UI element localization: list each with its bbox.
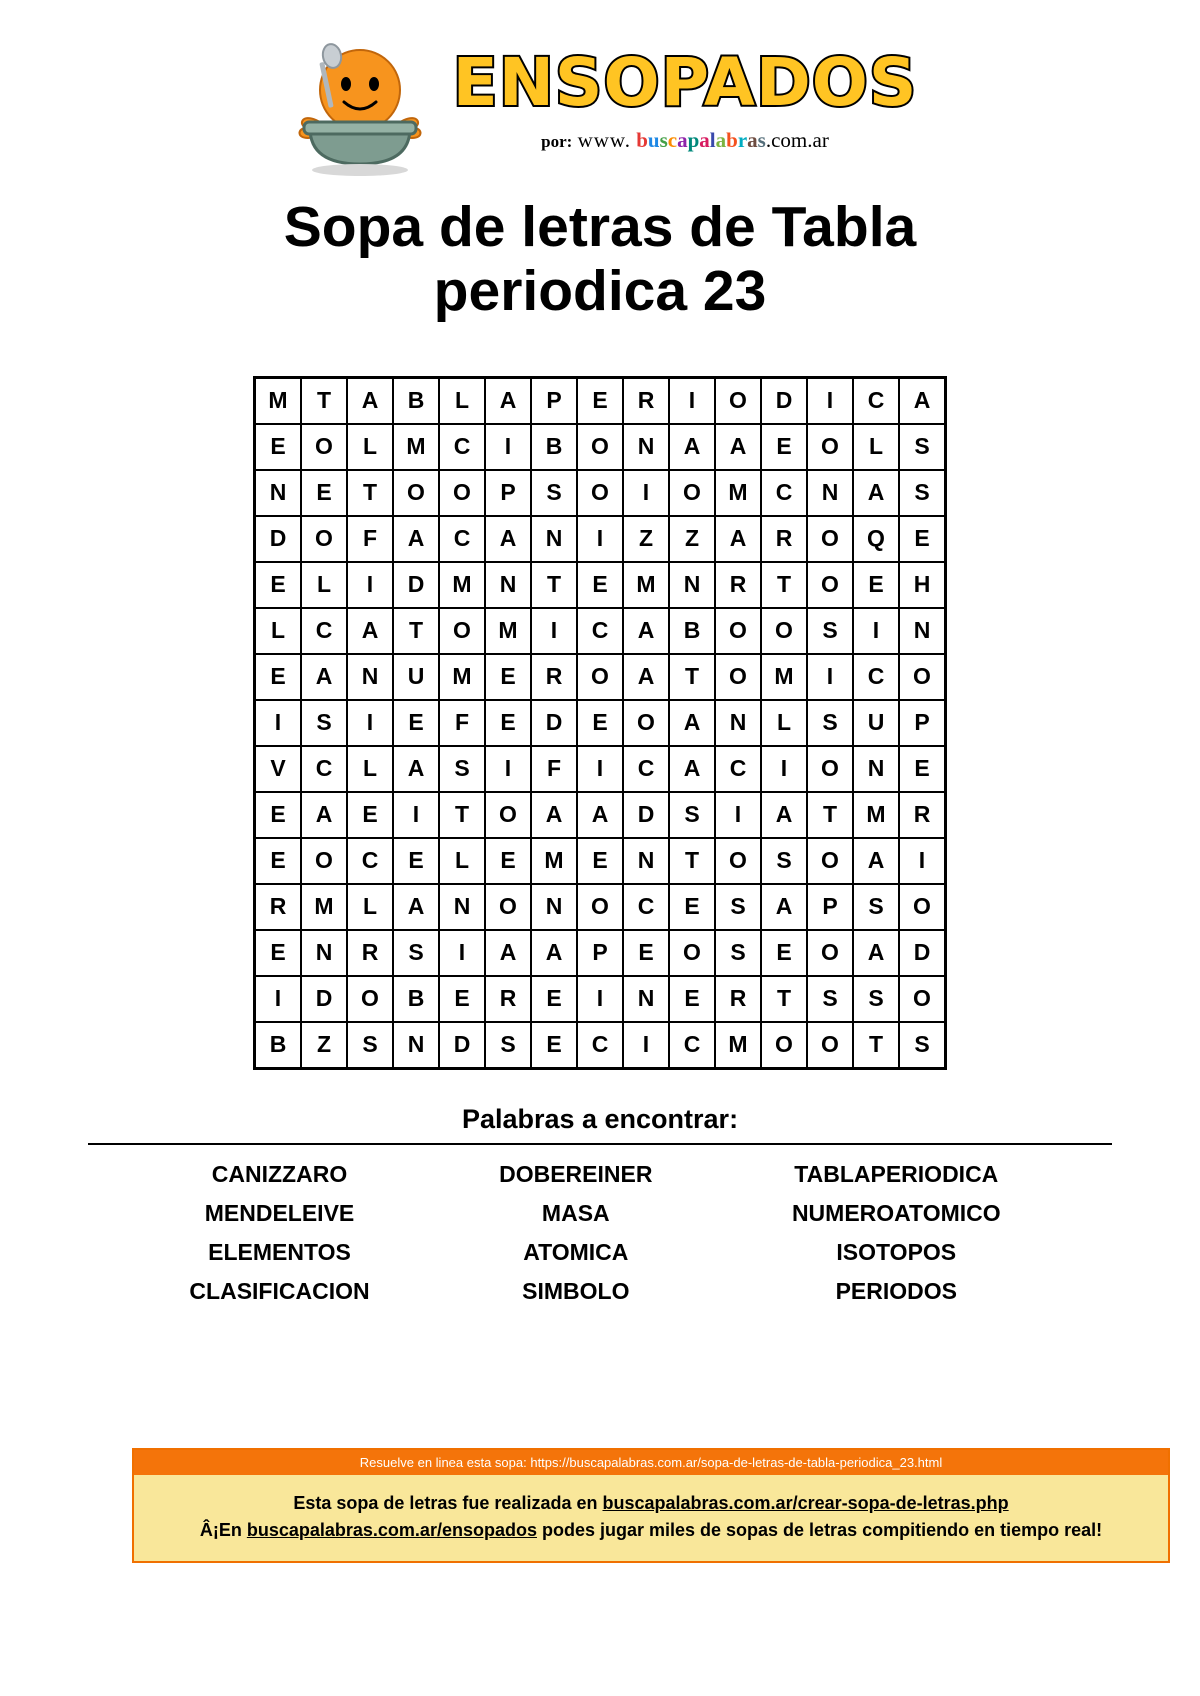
grid-row xyxy=(255,884,946,930)
grid-cell[interactable]: O xyxy=(715,377,761,424)
word-search-grid-container xyxy=(52,376,1148,1070)
grid-cell[interactable]: O xyxy=(439,608,485,654)
grid-cell[interactable]: O xyxy=(577,424,623,470)
grid-cell[interactable]: N xyxy=(531,516,577,562)
word-item: CANIZZARO xyxy=(211,1160,348,1187)
grid-cell[interactable]: B xyxy=(393,377,439,424)
grid-cell[interactable]: M xyxy=(439,562,485,608)
grid-cell[interactable]: E xyxy=(577,377,623,424)
grid-cell[interactable]: A xyxy=(531,792,577,838)
grid-cell[interactable]: L xyxy=(761,700,807,746)
grid-cell[interactable]: O xyxy=(577,884,623,930)
grid-cell[interactable]: D xyxy=(439,1022,485,1069)
grid-cell[interactable]: H xyxy=(899,562,946,608)
grid-cell[interactable]: P xyxy=(577,930,623,976)
words-divider xyxy=(88,1143,1112,1145)
grid-cell[interactable]: P xyxy=(531,377,577,424)
grid-cell[interactable]: S xyxy=(899,470,946,516)
grid-cell[interactable]: Z xyxy=(669,516,715,562)
word-item: DOBEREINER xyxy=(499,1160,653,1187)
grid-cell[interactable]: I xyxy=(393,792,439,838)
grid-cell[interactable]: L xyxy=(853,424,899,470)
footer-line2-suffix: podes jugar miles de sopas de letras compitiendo en tiempo real! xyxy=(536,1520,1103,1540)
grid-cell[interactable]: T xyxy=(853,1022,899,1069)
grid-row xyxy=(255,700,946,746)
grid-cell[interactable]: O xyxy=(485,792,531,838)
grid-cell[interactable]: A xyxy=(623,654,669,700)
word-item: MASA xyxy=(541,1199,610,1226)
grid-cell[interactable]: S xyxy=(485,1022,531,1069)
grid-cell[interactable]: R xyxy=(347,930,393,976)
grid-cell[interactable]: D xyxy=(531,700,577,746)
grid-cell[interactable]: M xyxy=(255,377,302,424)
grid-cell[interactable]: L xyxy=(347,746,393,792)
grid-cell[interactable]: S xyxy=(669,792,715,838)
grid-cell[interactable]: I xyxy=(577,516,623,562)
footer-line1-prefix: Esta sopa de letras fue realizada en xyxy=(293,1493,603,1513)
grid-cell[interactable]: R xyxy=(531,654,577,700)
grid-cell[interactable]: A xyxy=(393,746,439,792)
grid-cell[interactable]: E xyxy=(669,976,715,1022)
footer-link-create[interactable]: buscapalabras.com.ar/crear-sopa-de-letras.php xyxy=(602,1493,1009,1513)
grid-cell[interactable]: E xyxy=(393,700,439,746)
grid-cell[interactable]: S xyxy=(807,700,853,746)
grid-cell[interactable]: O xyxy=(761,1022,807,1069)
grid-cell[interactable]: S xyxy=(853,884,899,930)
grid-cell[interactable]: A xyxy=(347,377,393,424)
grid-cell[interactable]: E xyxy=(485,700,531,746)
grid-cell[interactable]: U xyxy=(393,654,439,700)
grid-cell[interactable]: S xyxy=(531,470,577,516)
footer-line-created xyxy=(144,1493,1158,1514)
words-row xyxy=(120,1272,1080,1311)
grid-cell[interactable]: I xyxy=(761,746,807,792)
grid-cell[interactable]: O xyxy=(807,1022,853,1069)
grid-cell[interactable]: O xyxy=(347,976,393,1022)
grid-cell[interactable]: I xyxy=(807,377,853,424)
grid-cell[interactable]: E xyxy=(899,516,946,562)
grid-cell[interactable]: Z xyxy=(301,1022,347,1069)
grid-cell[interactable]: E xyxy=(761,424,807,470)
words-row xyxy=(120,1194,1080,1233)
grid-row xyxy=(255,562,946,608)
grid-cell[interactable]: P xyxy=(807,884,853,930)
grid-cell[interactable]: O xyxy=(899,654,946,700)
grid-cell[interactable]: E xyxy=(255,930,302,976)
grid-cell[interactable]: I xyxy=(485,424,531,470)
grid-cell[interactable]: R xyxy=(899,792,946,838)
grid-cell[interactable]: I xyxy=(347,700,393,746)
grid-cell[interactable]: O xyxy=(577,654,623,700)
grid-cell[interactable]: D xyxy=(301,976,347,1022)
grid-cell[interactable]: C xyxy=(623,884,669,930)
grid-cell[interactable]: I xyxy=(577,746,623,792)
grid-cell[interactable]: T xyxy=(347,470,393,516)
grid-cell[interactable]: A xyxy=(761,792,807,838)
grid-row xyxy=(255,608,946,654)
word-search-grid xyxy=(253,376,947,1070)
grid-cell[interactable]: A xyxy=(853,930,899,976)
grid-cell[interactable]: D xyxy=(899,930,946,976)
word-item: ISOTOPOS xyxy=(836,1238,957,1265)
grid-cell[interactable]: C xyxy=(853,654,899,700)
octopus-in-pot-logo xyxy=(280,28,440,178)
grid-cell[interactable]: E xyxy=(531,976,577,1022)
grid-cell[interactable]: L xyxy=(301,562,347,608)
grid-cell[interactable]: E xyxy=(577,838,623,884)
grid-cell[interactable]: O xyxy=(807,424,853,470)
grid-cell[interactable]: I xyxy=(347,562,393,608)
grid-cell[interactable]: E xyxy=(347,792,393,838)
grid-cell[interactable]: C xyxy=(439,516,485,562)
grid-cell[interactable]: E xyxy=(301,470,347,516)
grid-row xyxy=(255,424,946,470)
grid-cell[interactable]: A xyxy=(715,424,761,470)
brand-por-label: por: xyxy=(541,132,573,151)
grid-cell[interactable]: I xyxy=(853,608,899,654)
grid-cell[interactable]: A xyxy=(715,516,761,562)
grid-cell[interactable]: U xyxy=(853,700,899,746)
grid-cell[interactable]: C xyxy=(439,424,485,470)
grid-cell[interactable]: M xyxy=(393,424,439,470)
grid-cell[interactable]: N xyxy=(807,470,853,516)
grid-cell[interactable]: P xyxy=(899,700,946,746)
grid-row xyxy=(255,746,946,792)
grid-cell[interactable]: I xyxy=(623,470,669,516)
grid-cell[interactable]: O xyxy=(807,746,853,792)
grid-cell[interactable]: F xyxy=(439,700,485,746)
grid-cell[interactable]: F xyxy=(347,516,393,562)
grid-cell[interactable]: A xyxy=(853,470,899,516)
grid-cell[interactable]: I xyxy=(531,608,577,654)
grid-cell[interactable]: P xyxy=(485,470,531,516)
grid-cell[interactable]: E xyxy=(255,792,302,838)
grid-cell[interactable]: T xyxy=(393,608,439,654)
brand-wordmark: ENSOPADOS xyxy=(452,44,918,121)
grid-cell[interactable]: E xyxy=(485,654,531,700)
grid-cell[interactable]: O xyxy=(301,424,347,470)
grid-cell[interactable]: A xyxy=(485,930,531,976)
document-page xyxy=(52,0,1148,1540)
grid-cell[interactable]: L xyxy=(439,838,485,884)
grid-cell[interactable]: A xyxy=(485,377,531,424)
grid-cell[interactable]: D xyxy=(255,516,302,562)
grid-cell[interactable]: Q xyxy=(853,516,899,562)
grid-cell[interactable]: C xyxy=(715,746,761,792)
grid-cell[interactable]: C xyxy=(761,470,807,516)
grid-cell[interactable]: S xyxy=(439,746,485,792)
grid-cell[interactable]: R xyxy=(485,976,531,1022)
grid-cell[interactable]: A xyxy=(853,838,899,884)
grid-cell[interactable]: I xyxy=(807,654,853,700)
grid-cell[interactable]: E xyxy=(255,424,302,470)
grid-cell[interactable]: A xyxy=(393,884,439,930)
grid-cell[interactable]: T xyxy=(531,562,577,608)
grid-cell[interactable]: O xyxy=(301,516,347,562)
grid-cell[interactable]: A xyxy=(669,746,715,792)
grid-cell[interactable]: E xyxy=(255,838,302,884)
grid-cell[interactable]: C xyxy=(301,746,347,792)
brand-site-colored: buscapalabras xyxy=(636,128,766,152)
grid-cell[interactable]: M xyxy=(715,470,761,516)
grid-cell[interactable]: O xyxy=(669,470,715,516)
grid-cell[interactable]: D xyxy=(393,562,439,608)
grid-cell[interactable]: S xyxy=(715,930,761,976)
grid-cell[interactable]: M xyxy=(853,792,899,838)
grid-cell[interactable]: F xyxy=(531,746,577,792)
grid-cell[interactable]: L xyxy=(347,884,393,930)
grid-cell[interactable]: I xyxy=(255,700,302,746)
grid-cell[interactable]: B xyxy=(669,608,715,654)
grid-cell[interactable]: O xyxy=(807,562,853,608)
grid-cell[interactable]: M xyxy=(715,1022,761,1069)
grid-cell[interactable]: I xyxy=(669,377,715,424)
grid-cell[interactable]: S xyxy=(347,1022,393,1069)
brand-block xyxy=(450,28,920,153)
grid-row xyxy=(255,1022,946,1069)
words-row xyxy=(120,1233,1080,1272)
grid-cell[interactable]: A xyxy=(301,654,347,700)
grid-cell[interactable]: I xyxy=(255,976,302,1022)
grid-cell[interactable]: R xyxy=(715,562,761,608)
grid-cell[interactable]: A xyxy=(577,792,623,838)
page-title: Sopa de letras de Tabla periodica 23 xyxy=(283,195,917,323)
grid-cell[interactable]: O xyxy=(669,930,715,976)
grid-cell[interactable]: R xyxy=(761,516,807,562)
grid-cell[interactable]: N xyxy=(439,884,485,930)
grid-cell[interactable]: S xyxy=(807,976,853,1022)
grid-cell[interactable]: A xyxy=(623,608,669,654)
grid-cell[interactable]: E xyxy=(531,1022,577,1069)
grid-cell[interactable]: A xyxy=(669,424,715,470)
grid-cell[interactable]: B xyxy=(393,976,439,1022)
footer xyxy=(132,1448,1170,1563)
grid-cell[interactable]: O xyxy=(577,470,623,516)
grid-cell[interactable]: S xyxy=(853,976,899,1022)
grid-cell[interactable]: C xyxy=(301,608,347,654)
grid-cell[interactable]: A xyxy=(899,377,946,424)
grid-cell[interactable]: M xyxy=(485,608,531,654)
grid-cell[interactable]: O xyxy=(807,838,853,884)
word-item: CLASIFICACION xyxy=(189,1277,370,1304)
grid-cell[interactable]: O xyxy=(899,976,946,1022)
grid-cell[interactable]: R xyxy=(715,976,761,1022)
grid-cell[interactable]: B xyxy=(255,1022,302,1069)
footer-url-bar[interactable]: Resuelve en linea esta sopa: https://buscapalabras.com.ar/sopa-de-letras-de-tabla-periodica_23.html xyxy=(134,1450,1168,1475)
grid-cell[interactable]: E xyxy=(439,976,485,1022)
grid-cell[interactable]: N xyxy=(623,424,669,470)
word-item: ELEMENTOS xyxy=(208,1238,351,1265)
footer-line-play xyxy=(144,1520,1158,1541)
word-item: PERIODOS xyxy=(835,1277,957,1304)
grid-cell[interactable]: E xyxy=(577,562,623,608)
grid-cell[interactable]: O xyxy=(807,930,853,976)
grid-cell[interactable]: O xyxy=(715,654,761,700)
grid-cell[interactable]: N xyxy=(301,930,347,976)
grid-cell[interactable]: N xyxy=(347,654,393,700)
grid-cell[interactable]: Z xyxy=(623,516,669,562)
grid-cell[interactable]: M xyxy=(623,562,669,608)
grid-cell[interactable]: L xyxy=(439,377,485,424)
grid-cell[interactable]: A xyxy=(761,884,807,930)
grid-cell[interactable]: N xyxy=(623,838,669,884)
word-item: MENDELEIVE xyxy=(204,1199,355,1226)
grid-cell[interactable]: S xyxy=(715,884,761,930)
brand-subtitle xyxy=(450,128,920,153)
grid-cell[interactable]: N xyxy=(669,562,715,608)
word-item: NUMEROATOMICO xyxy=(791,1199,1001,1226)
grid-cell[interactable]: D xyxy=(761,377,807,424)
grid-cell[interactable]: A xyxy=(393,516,439,562)
grid-cell[interactable]: D xyxy=(623,792,669,838)
grid-cell[interactable]: N xyxy=(485,562,531,608)
grid-cell[interactable]: E xyxy=(899,746,946,792)
grid-cell[interactable]: O xyxy=(301,838,347,884)
grid-cell[interactable]: T xyxy=(669,654,715,700)
grid-cell[interactable]: R xyxy=(623,377,669,424)
grid-cell[interactable]: S xyxy=(899,424,946,470)
grid-cell[interactable]: O xyxy=(761,608,807,654)
grid-cell[interactable]: C xyxy=(623,746,669,792)
grid-cell[interactable]: E xyxy=(761,930,807,976)
grid-cell[interactable]: N xyxy=(393,1022,439,1069)
grid-cell[interactable]: O xyxy=(715,838,761,884)
grid-cell[interactable]: C xyxy=(853,377,899,424)
header xyxy=(52,0,1148,178)
grid-row xyxy=(255,377,946,424)
word-item: TABLAPERIODICA xyxy=(794,1160,999,1187)
grid-cell[interactable]: E xyxy=(485,838,531,884)
words-list xyxy=(120,1155,1080,1311)
grid-cell[interactable]: E xyxy=(255,562,302,608)
grid-cell[interactable]: N xyxy=(623,976,669,1022)
grid-cell[interactable]: I xyxy=(439,930,485,976)
grid-cell[interactable]: O xyxy=(485,884,531,930)
grid-cell[interactable]: E xyxy=(853,562,899,608)
grid-cell[interactable]: N xyxy=(899,608,946,654)
grid-cell[interactable]: N xyxy=(715,700,761,746)
grid-cell[interactable]: V xyxy=(255,746,302,792)
grid-cell[interactable]: M xyxy=(531,838,577,884)
grid-cell[interactable]: E xyxy=(577,700,623,746)
grid-cell[interactable]: N xyxy=(531,884,577,930)
grid-cell[interactable]: A xyxy=(485,516,531,562)
word-item: SIMBOLO xyxy=(522,1277,630,1304)
grid-cell[interactable]: A xyxy=(347,608,393,654)
grid-cell[interactable]: M xyxy=(301,884,347,930)
grid-cell[interactable]: O xyxy=(899,884,946,930)
grid-cell[interactable]: A xyxy=(531,930,577,976)
grid-cell[interactable]: S xyxy=(761,838,807,884)
grid-row xyxy=(255,654,946,700)
grid-cell[interactable]: I xyxy=(715,792,761,838)
grid-cell[interactable]: L xyxy=(255,608,302,654)
grid-cell[interactable]: N xyxy=(853,746,899,792)
grid-cell[interactable]: L xyxy=(347,424,393,470)
grid-cell[interactable]: I xyxy=(623,1022,669,1069)
grid-cell[interactable]: O xyxy=(715,608,761,654)
grid-row xyxy=(255,976,946,1022)
grid-cell[interactable]: E xyxy=(669,884,715,930)
words-row xyxy=(120,1155,1080,1194)
footer-line2-prefix: Â¡En xyxy=(199,1520,247,1540)
grid-cell[interactable]: B xyxy=(531,424,577,470)
grid-cell[interactable]: S xyxy=(807,608,853,654)
grid-cell[interactable]: T xyxy=(439,792,485,838)
grid-cell[interactable]: T xyxy=(807,792,853,838)
grid-cell[interactable]: E xyxy=(393,838,439,884)
grid-cell[interactable]: R xyxy=(255,884,302,930)
word-item: ATOMICA xyxy=(523,1238,629,1265)
grid-cell[interactable]: A xyxy=(669,700,715,746)
grid-cell[interactable]: M xyxy=(439,654,485,700)
grid-cell[interactable]: E xyxy=(255,654,302,700)
grid-row xyxy=(255,930,946,976)
grid-cell[interactable]: T xyxy=(761,562,807,608)
footer-body xyxy=(134,1475,1168,1561)
grid-cell[interactable]: T xyxy=(669,838,715,884)
grid-row xyxy=(255,516,946,562)
brand-www: www. xyxy=(577,128,631,152)
grid-cell[interactable]: O xyxy=(393,470,439,516)
grid-row xyxy=(255,470,946,516)
grid-cell[interactable]: S xyxy=(301,700,347,746)
grid-cell[interactable]: C xyxy=(577,608,623,654)
grid-row xyxy=(255,838,946,884)
grid-row xyxy=(255,792,946,838)
grid-cell[interactable]: E xyxy=(623,930,669,976)
grid-cell[interactable]: T xyxy=(761,976,807,1022)
grid-cell[interactable]: A xyxy=(301,792,347,838)
grid-cell[interactable]: C xyxy=(347,838,393,884)
grid-cell[interactable]: I xyxy=(577,976,623,1022)
brand-tld: .com.ar xyxy=(765,128,829,152)
grid-cell[interactable]: I xyxy=(485,746,531,792)
grid-cell[interactable]: O xyxy=(439,470,485,516)
grid-cell[interactable]: C xyxy=(577,1022,623,1069)
grid-cell[interactable]: N xyxy=(255,470,302,516)
words-heading: Palabras a encontrar: xyxy=(461,1103,739,1134)
grid-cell[interactable]: C xyxy=(669,1022,715,1069)
grid-cell[interactable]: S xyxy=(899,1022,946,1069)
grid-cell[interactable]: M xyxy=(761,654,807,700)
grid-cell[interactable]: O xyxy=(623,700,669,746)
grid-cell[interactable]: I xyxy=(899,838,946,884)
grid-cell[interactable]: S xyxy=(393,930,439,976)
grid-cell[interactable]: T xyxy=(301,377,347,424)
grid-cell[interactable]: O xyxy=(807,516,853,562)
footer-link-ensopados[interactable]: buscapalabras.com.ar/ensopados xyxy=(246,1520,537,1540)
